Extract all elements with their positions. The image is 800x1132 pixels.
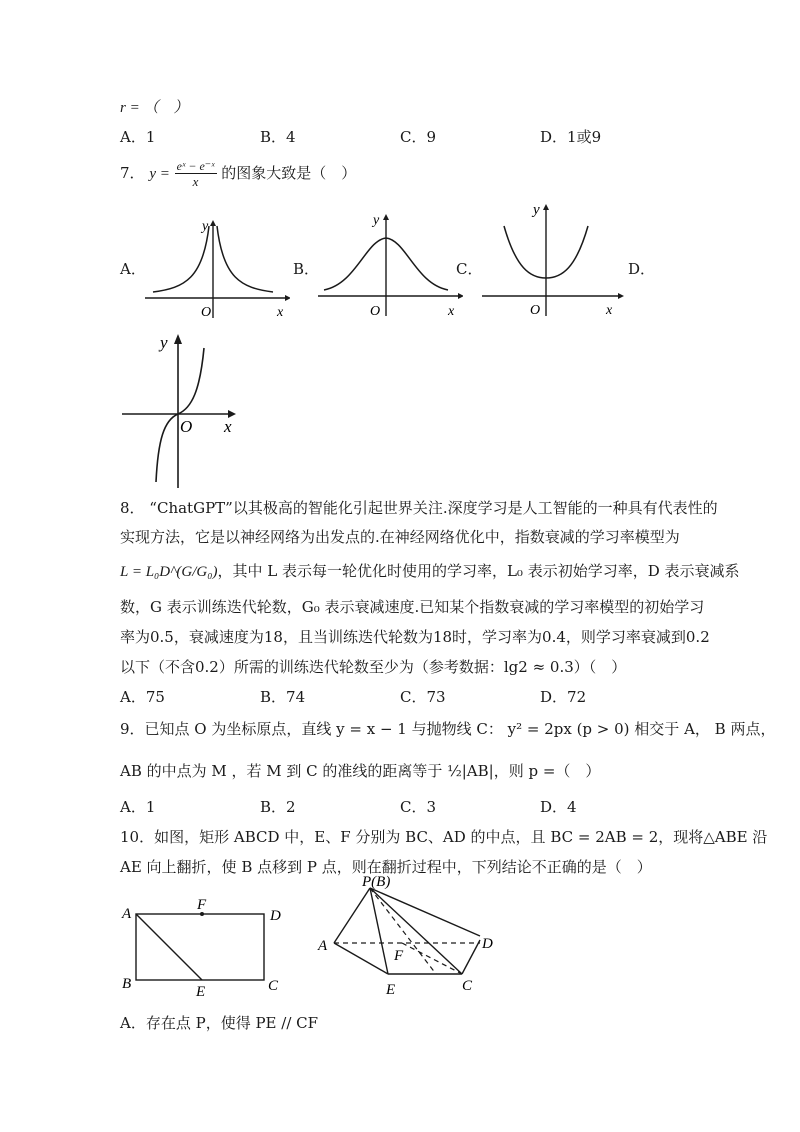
q7-graph-c xyxy=(482,198,627,324)
x-axis-arrow xyxy=(458,293,463,299)
curve-right xyxy=(217,226,273,292)
segment-ae xyxy=(136,914,202,980)
q10-rectangle-figure xyxy=(118,896,298,998)
q8-option-a: A．75 xyxy=(120,688,165,706)
x-axis-label: x xyxy=(448,304,455,319)
origin-label: O xyxy=(180,417,193,436)
label-d: D xyxy=(482,936,493,952)
q7-label-c: C． xyxy=(456,260,483,278)
origin-label: O xyxy=(530,303,541,318)
x-axis-label: x xyxy=(606,303,613,318)
q10-line-2: AE 向上翻折，使 B 点移到 P 点，则在翻折过程中，下列结论不正确的是（ ） xyxy=(120,858,652,876)
q8-line-5: 率为0.5，衰减速度为18，且当训练迭代轮数为18时，学习率为0.4，则学习率衰减到0.2 xyxy=(120,628,710,646)
q7-label-b: B． xyxy=(293,260,320,278)
q8-formula: L = L₀D^(G/G₀) xyxy=(120,564,218,580)
q8-option-b: B．74 xyxy=(260,688,306,706)
origin-label: O xyxy=(370,304,381,319)
q6-option-d: D．1或9 xyxy=(540,128,602,146)
q7-label-d: D． xyxy=(628,260,656,278)
label-d: D xyxy=(270,908,281,924)
y-axis-label: y xyxy=(202,219,209,234)
label-c: C xyxy=(462,978,473,994)
q9-line-1: 9．已知点 O 为坐标原点，直线 y = x − 1 与抛物线 C： y² = 2px (p > 0) 相交于 A， B 两点， xyxy=(120,720,776,738)
label-f: F xyxy=(197,897,207,913)
q8-line-3-text: ，其中 L 表示每一轮优化时使用的学习率，L₀ 表示初始学习率，D 表示衰减系 xyxy=(217,562,740,580)
x-axis-label: x xyxy=(277,305,284,320)
q8-line-3 xyxy=(120,560,740,581)
label-p: P(B) xyxy=(362,874,391,890)
q6-stem-tail: r = （ ） xyxy=(120,100,189,116)
label-f: F xyxy=(394,948,404,964)
y-axis-arrow xyxy=(174,334,182,344)
curve-left xyxy=(153,226,209,292)
q9-option-b: B．2 xyxy=(260,798,296,816)
origin-label: O xyxy=(201,305,212,320)
y-axis-arrow xyxy=(383,214,389,220)
rectangle-abcd xyxy=(136,914,264,980)
q10-option-a: A．存在点 P，使得 PE // CF xyxy=(120,1014,319,1032)
q7-graph-d xyxy=(120,330,250,490)
q7-number: 7． xyxy=(120,164,145,182)
label-a: A xyxy=(122,906,132,922)
q8-line-2: 实现方法，它是以神经网络为出发点的.在神经网络优化中，指数衰减的学习率模型为 xyxy=(120,528,680,546)
segment-pd xyxy=(370,888,480,936)
q6-option-a: A．1 xyxy=(120,128,156,146)
x-axis-label: x xyxy=(224,417,232,436)
y-axis-arrow xyxy=(543,204,549,210)
label-e: E xyxy=(386,982,396,998)
y-axis-label: y xyxy=(160,333,168,352)
q9-option-c: C．3 xyxy=(400,798,437,816)
q7-fraction-denominator: x xyxy=(192,174,199,189)
label-a: A xyxy=(318,938,328,954)
q7-fraction xyxy=(175,160,217,188)
q8-line-6: 以下（不含0.2）所需的训练迭代轮数至少为（参考数据：lg2 ≈ 0.3）（ ） xyxy=(120,658,627,676)
segment-ap xyxy=(334,888,370,943)
q8-option-d: D．72 xyxy=(540,688,587,706)
label-b: B xyxy=(122,976,132,992)
q8-line-1: 8． “ChatGPT”以其极高的智能化引起世界关注.深度学习是人工智能的一种具有代表性的 xyxy=(120,499,718,517)
q7-label-a: A． xyxy=(120,260,146,278)
q9-option-a: A．1 xyxy=(120,798,156,816)
odd-function-curve xyxy=(156,348,204,482)
segment-pe xyxy=(370,888,388,974)
label-c: C xyxy=(268,978,279,994)
segment-ae xyxy=(334,943,388,974)
q7-graph-a xyxy=(145,218,290,322)
q9-line-2: AB 的中点为 M ，若 M 到 C 的准线的距离等于 ½|AB|，则 p =（ ） xyxy=(120,762,601,780)
y-axis-label: y xyxy=(373,213,380,228)
segment-pc xyxy=(370,888,462,974)
y-axis-arrow xyxy=(210,220,216,226)
q9-option-d: D．4 xyxy=(540,798,577,816)
q7-stem xyxy=(120,158,356,189)
x-axis-arrow xyxy=(285,295,290,301)
q10-line-1: 10．如图，矩形 ABCD 中，E、F 分别为 BC、AD 的中点，且 BC = 2AB = 2，现将△ABE 沿 xyxy=(120,828,768,846)
segment-cd xyxy=(462,940,480,974)
q8-line-4: 数，G 表示训练迭代轮数，G₀ 表示衰减速度.已知某个指数衰减的学习率模型的初始学习 xyxy=(120,598,705,616)
q6-option-c: C．9 xyxy=(400,128,437,146)
label-e: E xyxy=(196,984,206,998)
q10-solid-figure xyxy=(310,874,510,1002)
x-axis-arrow xyxy=(618,293,624,299)
q7-graph-b xyxy=(318,208,463,324)
y-axis-label: y xyxy=(533,202,540,218)
q6-option-b: B．4 xyxy=(260,128,296,146)
q7-fraction-numerator: eˣ − e⁻ˣ xyxy=(176,159,215,173)
q7-lhs: y = xyxy=(149,166,170,182)
q8-option-c: C．73 xyxy=(400,688,446,706)
q7-stem-text: 的图象大致是（ ） xyxy=(221,164,357,182)
